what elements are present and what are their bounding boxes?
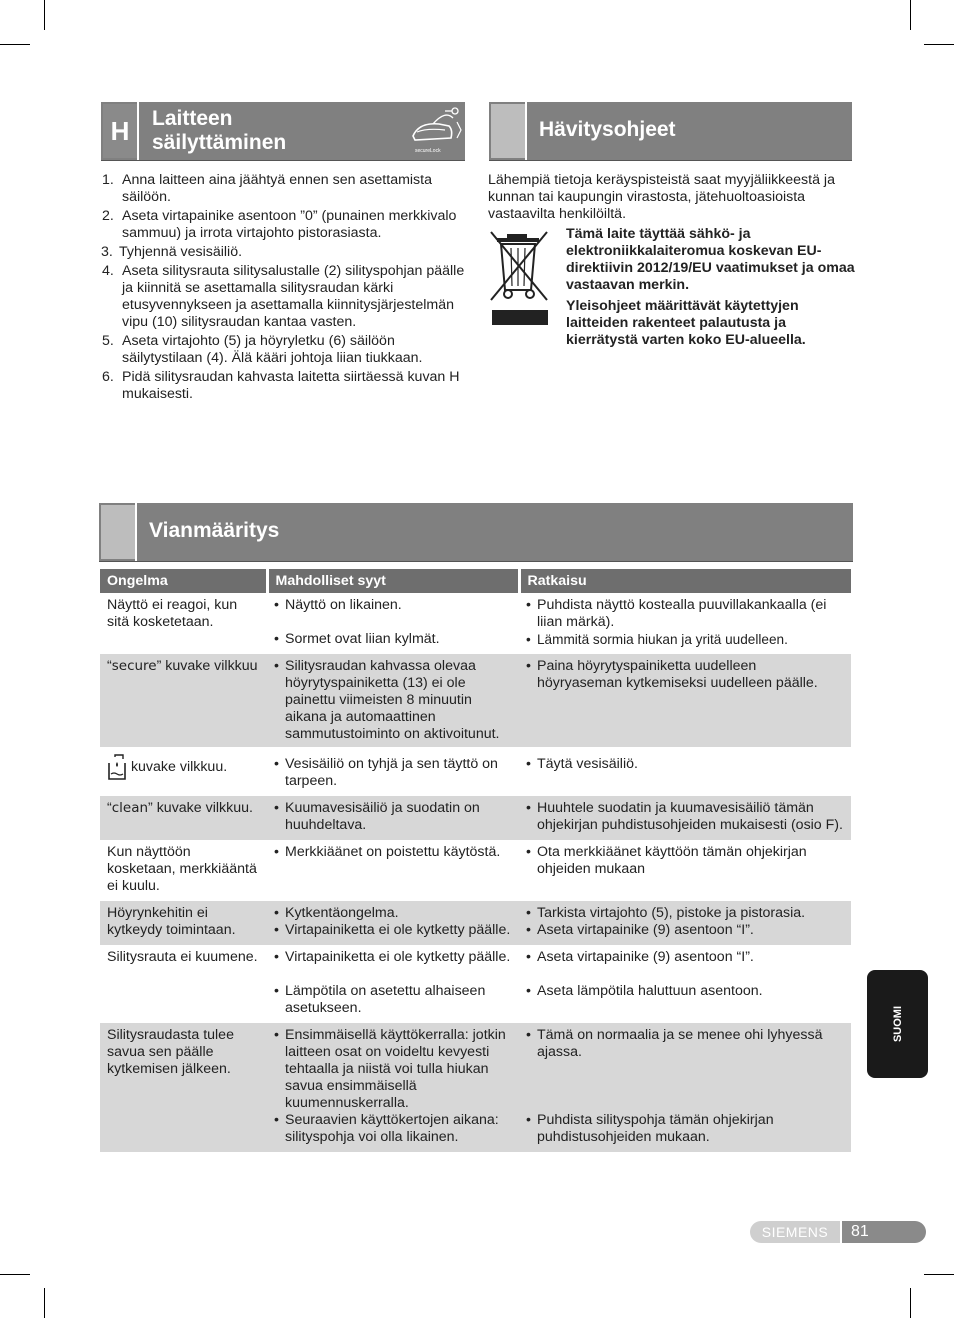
cause-cell — [267, 593, 519, 654]
troubleshooting-table — [100, 569, 851, 1152]
solution-item: • Täytä vesisäiliö. — [526, 756, 844, 773]
cause-item: • Kuumavesisäiliö ja suodatin on huuhdeltava. — [274, 800, 512, 834]
crop-mark — [924, 1274, 954, 1275]
language-label: SUOMI — [891, 1005, 904, 1043]
solution-cell — [519, 747, 851, 796]
problem-text: ” kuvake vilkkuu — [156, 658, 258, 674]
disposal-guidelines-text: Yleisohjeet määrittävät käytettyjen laitteiden rakenteet palautusta ja kierrätystä varten koko EU-alueella. — [566, 298, 806, 348]
secure-lock-iron-icon — [405, 104, 463, 158]
spacer — [274, 966, 512, 983]
step-text: Aseta silitysrauta silitysalustalle (2) silityspohjan päälle ja kiinnitä se asettamalla silitysraudan kärki etusyvennykseen ja asettamalla kiinnitysjärjestelmän vipu (10) silitysraudan kantaa vasten. — [122, 263, 465, 330]
solution-cell — [519, 840, 851, 901]
weee-bin-icon — [489, 228, 549, 326]
cause-item: • Lämpötila on asetettu alhaiseen asetukseen. — [274, 983, 512, 1017]
step-number: 3. — [101, 244, 113, 260]
crop-mark — [44, 1288, 45, 1318]
problem-cell: Silitysraudasta tulee savua sen päälle kytkemisen jälkeen. — [100, 1023, 267, 1152]
cause-item: • Näyttö on likainen. — [274, 597, 512, 614]
header-separator — [525, 102, 527, 160]
spacer — [526, 966, 844, 983]
cause-cell — [267, 796, 519, 840]
cause-item: • Kytkentäongelma. — [274, 905, 512, 922]
cause-item: • Merkkiäänet on poistettu käytöstä. — [274, 844, 512, 861]
crop-mark — [910, 0, 911, 30]
spacer — [526, 1061, 844, 1078]
problem-text: ” kuvake vilkkuu. — [148, 800, 253, 816]
problem-cell: Näyttö ei reagoi, kun sitä kosketetaan. — [107, 597, 238, 630]
header-separator — [137, 102, 139, 160]
step-number: 1. — [102, 172, 114, 188]
solution-item: • Aseta virtapainike (9) asentoon “I”. — [526, 922, 844, 939]
spacer — [274, 614, 512, 631]
solution-item: • Tarkista virtajohto (5), pistoke ja pistorasia. — [526, 905, 844, 922]
problem-cell — [100, 654, 267, 747]
step-text: Pidä silitysraudan kahvasta laitetta siirtäessä kuvan H mukaisesti. — [122, 369, 460, 402]
problem-cell: Silitysrauta ei kuumene. — [107, 949, 258, 965]
header-tab — [491, 104, 525, 158]
cause-item: • Virtapainiketta ei ole kytketty päälle. — [274, 949, 512, 966]
solution-item: • Paina höyrytyspainiketta uudelleen höyryaseman kytkemiseksi uudelleen päälle. — [526, 658, 844, 692]
solution-cell — [519, 1023, 851, 1152]
cause-cell — [267, 945, 519, 1023]
header-separator — [135, 503, 137, 561]
solution-cell — [519, 796, 851, 840]
problem-cell: Höyrynkehitin ei kytkeydy toimintaan. — [100, 901, 267, 945]
step-number: 5. — [102, 333, 114, 349]
cause-item: • Seuraavien käyttökertojen aikana: silityspohja voi olla likainen. — [274, 1112, 512, 1146]
table-row — [100, 1023, 851, 1152]
step-text: Aseta virtajohto (5) ja höyryletku (6) säilöön säilytystilaan (4). Älä kääri johtoja liian tiukkaan. — [122, 333, 423, 366]
list-item — [102, 208, 466, 242]
page-number-bar — [842, 1221, 926, 1243]
secure-lock-badge: secureLock — [415, 148, 441, 154]
column-header: Ratkaisu — [519, 569, 851, 593]
solution-item: • Huuhtele suodatin ja kuumavesisäiliö tämän ohjekirjan puhdistusohjeiden mukaisesti (osio F). — [526, 800, 844, 834]
quote-open: “ — [107, 800, 112, 816]
language-side-tab — [867, 970, 928, 1078]
table-row — [100, 901, 851, 945]
problem-cell: Kun näyttöön kosketaan, merkkiääntä ei kuulu. — [107, 844, 257, 894]
footer-brand: SIEMENS — [750, 1221, 840, 1243]
quote-open: “ — [107, 658, 112, 674]
list-item — [102, 172, 466, 206]
step-number: 4. — [102, 263, 114, 279]
cause-cell — [267, 901, 519, 945]
section-trouble-title: Vianmääritys — [149, 519, 280, 542]
table-row — [100, 945, 851, 1023]
section-trouble-header — [99, 503, 853, 562]
solution-cell — [519, 593, 851, 654]
cause-cell — [267, 840, 519, 901]
section-disposal-title: Hävitysohjeet — [539, 118, 676, 141]
cause-item: • Ensimmäisellä käyttökerralla: jotkin laitteen osat on voideltu kevyesti tehtaalla ja niistä voi tulla hiukan savua ensimmäisellä kuumennuskerralla. — [274, 1027, 512, 1112]
solution-item: • Puhdista silityspohja tämän ohjekirjan puhdistusohjeiden mukaan. — [526, 1112, 844, 1146]
crop-mark — [910, 1288, 911, 1318]
list-item — [102, 369, 466, 403]
disposal-directive-text: Tämä laite täyttää sähkö- ja elektroniikkalaiteromua koskevan EU-direktiivin 2012/19/EU vaatimukset ja omaa vastaavan merkin. — [566, 226, 855, 293]
crop-mark — [44, 0, 45, 30]
step-number: 2. — [102, 208, 114, 224]
secure-label: secure — [111, 658, 157, 674]
list-item — [102, 333, 466, 367]
solution-item: • Aseta virtapainike (9) asentoon “I”. — [526, 949, 844, 966]
section-letter: H — [103, 104, 137, 158]
section-h-title — [152, 107, 286, 155]
list-item — [102, 263, 466, 331]
solution-item: • Ota merkkiäänet käyttöön tämän ohjekirjan ohjeiden mukaan — [526, 844, 844, 878]
solution-cell — [519, 945, 851, 1023]
spacer — [526, 1078, 844, 1095]
solution-item: • Tämä on normaalia ja se menee ohi lyhyessä ajassa. — [526, 1027, 844, 1061]
solution-item: • Aseta lämpötila haluttuun asentoon. — [526, 983, 844, 1000]
table-row — [100, 747, 851, 796]
cause-item: • Virtapainiketta ei ole kytketty päälle. — [274, 922, 512, 939]
cause-item: • Sormet ovat liian kylmät. — [274, 631, 512, 648]
table-row — [100, 840, 851, 901]
column-header: Ongelma — [100, 569, 267, 593]
clean-label: clean — [111, 800, 149, 816]
problem-cell — [100, 747, 267, 796]
crop-mark — [0, 1274, 30, 1275]
step-text: Tyhjennä vesisäiliö. — [119, 244, 243, 260]
crop-mark — [0, 44, 30, 45]
cause-item: • Silitysraudan kahvassa olevaa höyrytyspainiketta (13) ei ole painettu viimeisten 8 minuutin aikana ja automaattinen sammutustoiminto on aktivoitunut. — [274, 658, 512, 743]
spacer — [526, 1095, 844, 1112]
solution-cell — [519, 901, 851, 945]
solution-item: • Puhdista näyttö kostealla puuvillakankaalla (ei liian märkä). — [526, 597, 844, 631]
section-h-header — [101, 102, 465, 161]
section-h-title-line1: Laitteen — [152, 107, 233, 130]
table-header-row — [100, 569, 851, 593]
list-item — [101, 244, 466, 261]
solution-item: • Lämmitä sormia hiukan ja yritä uudelleen. — [526, 631, 844, 648]
cause-item: • Vesisäiliö on tyhjä ja sen täyttö on tarpeen. — [274, 756, 512, 790]
disposal-intro: Lähempiä tietoja keräyspisteistä saat myyjäliikkeestä ja kunnan tai kaupungin virastosta, jätehuoltoasioista vastaavilta henkilöiltä. — [488, 172, 835, 222]
cause-cell — [267, 747, 519, 796]
disposal-notice — [566, 226, 856, 353]
storage-steps-list — [102, 172, 466, 405]
solution-cell — [519, 654, 851, 747]
table-row — [100, 654, 851, 747]
water-tank-icon — [107, 753, 127, 781]
cause-cell — [267, 1023, 519, 1152]
table-row — [100, 796, 851, 840]
step-text: Anna laitteen aina jäähtyä ennen sen asettamista säilöön. — [122, 172, 432, 205]
problem-text: kuvake vilkkuu. — [130, 758, 228, 775]
problem-cell — [100, 796, 267, 840]
table-row — [100, 593, 851, 654]
step-text: Aseta virtapainike asentoon ”0” (punainen merkkivalo sammuu) ja irrota virtajohto pistorasiasta. — [122, 208, 457, 241]
step-number: 6. — [102, 369, 114, 385]
column-header: Mahdolliset syyt — [267, 569, 519, 593]
header-tab — [101, 505, 135, 559]
cause-cell — [267, 654, 519, 747]
page-number: 81 — [851, 1223, 869, 1240]
crop-mark — [924, 44, 954, 45]
section-disposal-header — [489, 102, 852, 161]
section-h-title-line2: säilyttäminen — [152, 131, 287, 154]
